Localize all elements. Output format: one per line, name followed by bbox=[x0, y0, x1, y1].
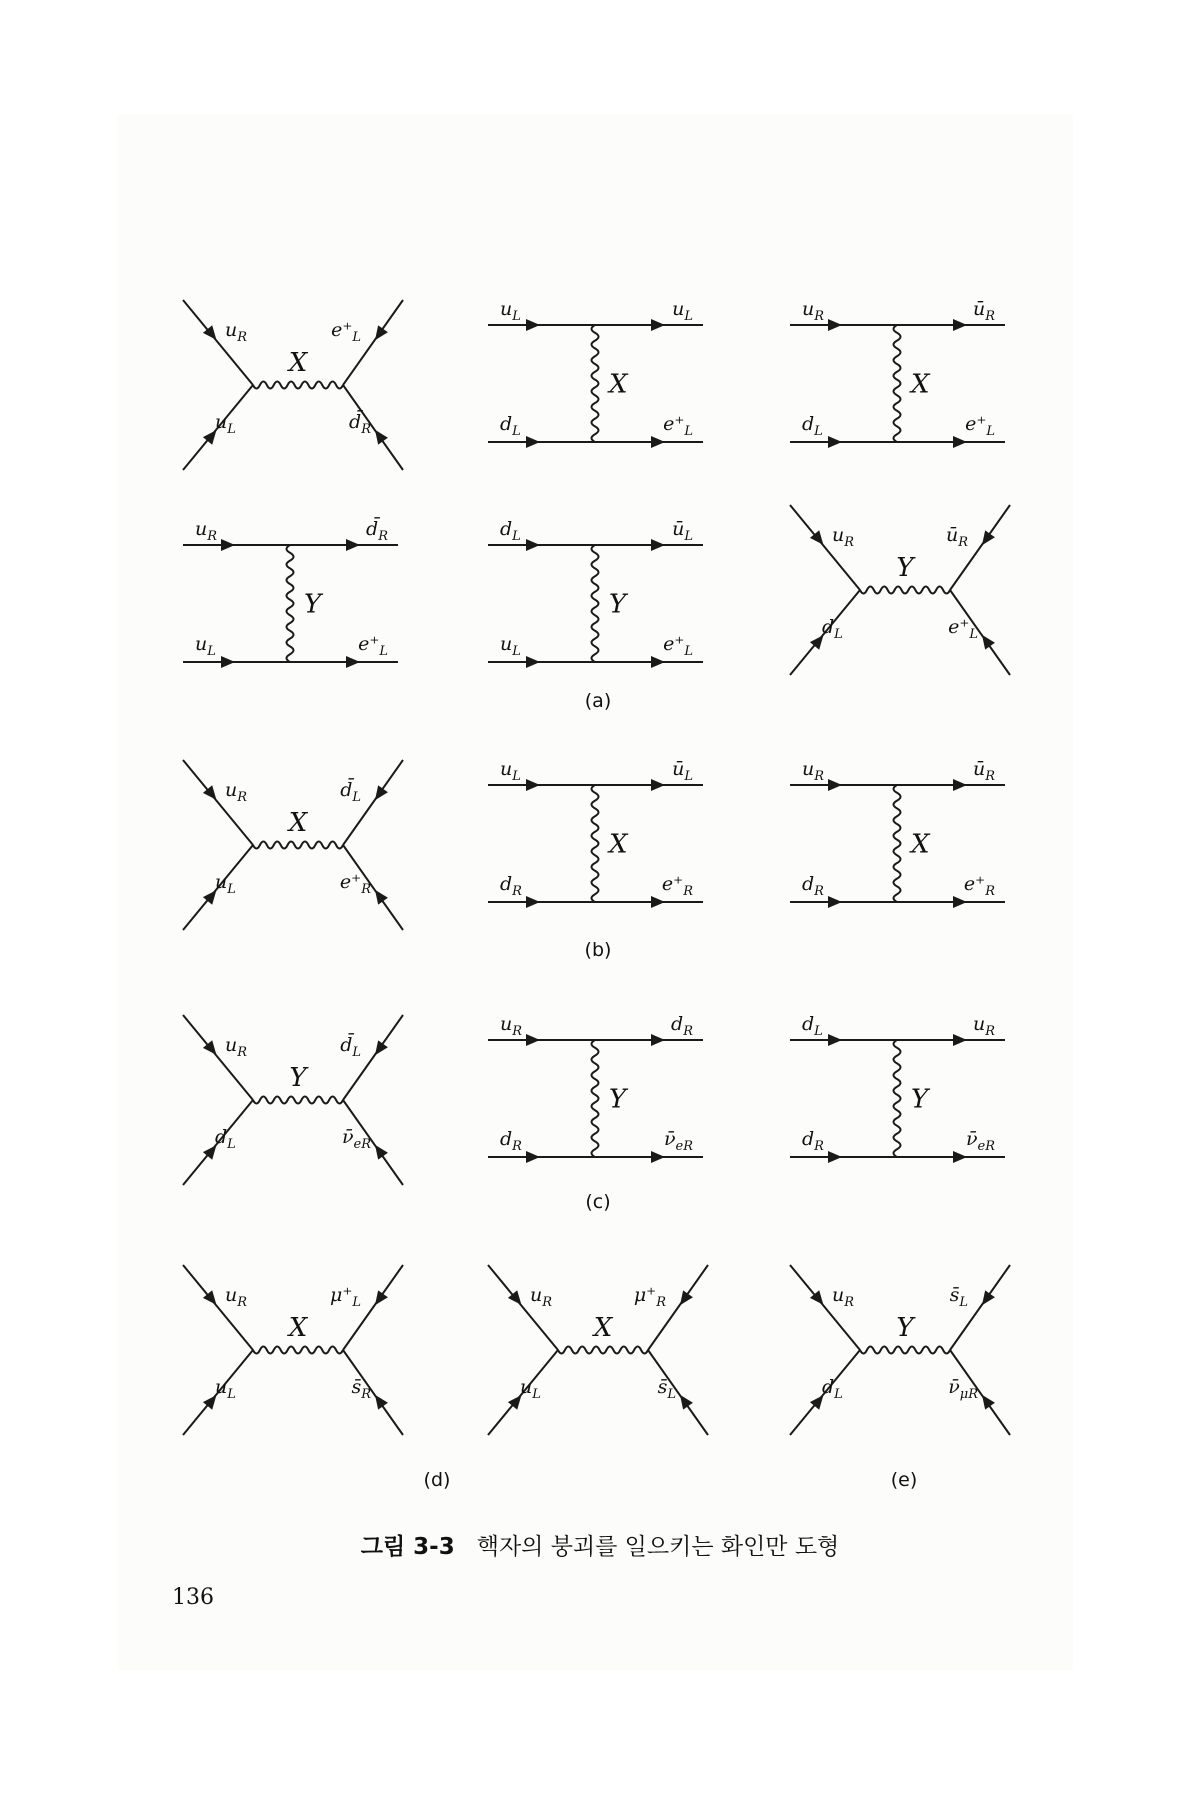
label-bottom-left: $u_L$ bbox=[215, 1376, 236, 1402]
label-top-right: $ū_L$ bbox=[672, 758, 693, 784]
boson-label: X bbox=[609, 829, 628, 860]
panel-label-b: (b) bbox=[584, 939, 612, 961]
label-top-left: $u_R$ bbox=[802, 298, 825, 324]
label-bottom-left: $d_R$ bbox=[802, 873, 824, 899]
boson-label: Y bbox=[609, 1084, 627, 1115]
label-bottom-right: $d̄_R$ bbox=[349, 411, 371, 437]
boson-label: Y bbox=[896, 553, 914, 583]
label-top-left: $u_R$ bbox=[802, 758, 825, 784]
label-bottom-right: $e^+_L$ bbox=[358, 633, 388, 659]
label-top-left: $u_R$ bbox=[832, 1284, 855, 1310]
boson-label: Y bbox=[609, 589, 627, 620]
label-bottom-right: $\nū_{eR}$ bbox=[965, 1128, 995, 1154]
feynman-diagram-b2 bbox=[488, 758, 703, 908]
panel-label-d: (d) bbox=[423, 1469, 451, 1491]
label-bottom-left: $d_L$ bbox=[802, 413, 823, 439]
boson-label: X bbox=[609, 369, 628, 400]
label-top-left: $u_L$ bbox=[500, 298, 521, 324]
boson-label: X bbox=[593, 1313, 613, 1343]
label-bottom-right: $e^+_L$ bbox=[663, 633, 693, 659]
label-top-right: $e^+_L$ bbox=[331, 319, 361, 345]
label-bottom-right: $\nū_{\mu R}$ bbox=[948, 1376, 978, 1402]
label-bottom-right: $e^+_R$ bbox=[661, 873, 693, 899]
label-top-right: $u_R$ bbox=[972, 1013, 995, 1039]
feynman-diagram-d1 bbox=[183, 1265, 403, 1435]
label-top-right: $\mu^+_L$ bbox=[329, 1284, 361, 1310]
label-top-right: $ū_R$ bbox=[972, 298, 995, 324]
label-top-left: $u_R$ bbox=[225, 1034, 248, 1060]
feynman-diagram-d2 bbox=[488, 1265, 708, 1435]
label-bottom-right: $\nū_{eR}$ bbox=[663, 1128, 693, 1154]
label-top-left: $u_L$ bbox=[500, 758, 521, 784]
caption-label: 그림 3-3 bbox=[360, 1534, 455, 1560]
feynman-diagram-b1 bbox=[183, 760, 403, 930]
feynman-diagram-a5 bbox=[488, 518, 703, 668]
label-bottom-left: $d_L$ bbox=[822, 616, 843, 642]
feynman-diagram-a2 bbox=[488, 298, 703, 448]
label-bottom-left: $d_L$ bbox=[822, 1376, 843, 1402]
boson-label: X bbox=[288, 348, 308, 378]
panel-label-e: (e) bbox=[890, 1469, 918, 1491]
label-top-left: $u_R$ bbox=[500, 1013, 523, 1039]
panel-label-c: (c) bbox=[585, 1191, 611, 1213]
label-bottom-right: $e^+_L$ bbox=[948, 616, 978, 642]
boson-label: X bbox=[911, 829, 930, 860]
label-top-right: $\mu^+_R$ bbox=[633, 1284, 666, 1310]
boson-label: Y bbox=[289, 1063, 307, 1093]
feynman-diagram-c1 bbox=[183, 1015, 403, 1185]
label-bottom-left: $u_L$ bbox=[500, 633, 521, 659]
label-top-right: $d̄_L$ bbox=[340, 1034, 361, 1060]
label-bottom-left: $d_R$ bbox=[500, 1128, 522, 1154]
boson-label: X bbox=[288, 808, 308, 838]
label-bottom-right: $e^+_L$ bbox=[965, 413, 995, 439]
label-top-left: $u_R$ bbox=[195, 518, 218, 544]
label-top-right: $d_R$ bbox=[671, 1013, 693, 1039]
label-bottom-left: $u_L$ bbox=[520, 1376, 541, 1402]
boson-label: Y bbox=[304, 589, 322, 620]
label-top-right: $ū_R$ bbox=[972, 758, 995, 784]
label-top-right: $d̄_R$ bbox=[366, 518, 388, 544]
label-bottom-right: $s̄_L$ bbox=[657, 1376, 676, 1402]
boson-label: Y bbox=[911, 1084, 929, 1115]
label-top-left: $d_L$ bbox=[500, 518, 521, 544]
label-top-right: $ū_L$ bbox=[672, 518, 693, 544]
caption-text: 핵자의 붕괴를 일으키는 화인만 도형 bbox=[476, 1534, 840, 1560]
feynman-diagram-b3 bbox=[790, 758, 1005, 908]
boson-label: X bbox=[911, 369, 930, 400]
feynman-diagram-c3 bbox=[790, 1013, 1005, 1163]
feynman-diagram-a4 bbox=[183, 516, 398, 668]
feynman-diagram-a1 bbox=[183, 300, 403, 470]
label-top-left: $u_R$ bbox=[832, 524, 855, 550]
label-bottom-right: $e^+_R$ bbox=[339, 871, 371, 897]
label-top-right: $ū_R$ bbox=[945, 524, 968, 550]
label-bottom-left: $d_L$ bbox=[500, 413, 521, 439]
label-bottom-right: $e^+_R$ bbox=[963, 873, 995, 899]
label-top-left: $u_R$ bbox=[225, 779, 248, 805]
label-bottom-left: $u_L$ bbox=[195, 633, 216, 659]
label-top-left: $u_R$ bbox=[530, 1284, 553, 1310]
feynman-diagram-a3 bbox=[790, 298, 1005, 448]
label-top-left: $u_R$ bbox=[225, 1284, 248, 1310]
label-bottom-right: $e^+_L$ bbox=[663, 413, 693, 439]
feynman-diagram-a6 bbox=[790, 505, 1010, 675]
label-bottom-left: $d_L$ bbox=[215, 1126, 236, 1152]
label-bottom-left: $u_L$ bbox=[215, 871, 236, 897]
boson-label: Y bbox=[896, 1313, 914, 1343]
label-top-left: $d_L$ bbox=[802, 1013, 823, 1039]
label-top-right: $s̄_L$ bbox=[949, 1284, 968, 1310]
label-bottom-right: $\nū_{eR}$ bbox=[341, 1126, 371, 1152]
boson-label: X bbox=[288, 1313, 308, 1343]
label-top-left: $u_R$ bbox=[225, 319, 248, 345]
page-number: 136 bbox=[172, 1585, 214, 1610]
figure-caption bbox=[0, 1528, 1200, 1561]
panel-label-a: (a) bbox=[584, 690, 612, 712]
label-bottom-right: $s̄_R$ bbox=[351, 1376, 371, 1402]
feynman-diagram-c2 bbox=[488, 1013, 703, 1163]
label-top-right: $d̄_L$ bbox=[340, 779, 361, 805]
label-bottom-left: $d_R$ bbox=[500, 873, 522, 899]
label-bottom-left: $d_R$ bbox=[802, 1128, 824, 1154]
feynman-diagram-e1 bbox=[790, 1265, 1010, 1435]
label-top-right: $u_L$ bbox=[672, 298, 693, 324]
label-bottom-left: $u_L$ bbox=[215, 411, 236, 437]
